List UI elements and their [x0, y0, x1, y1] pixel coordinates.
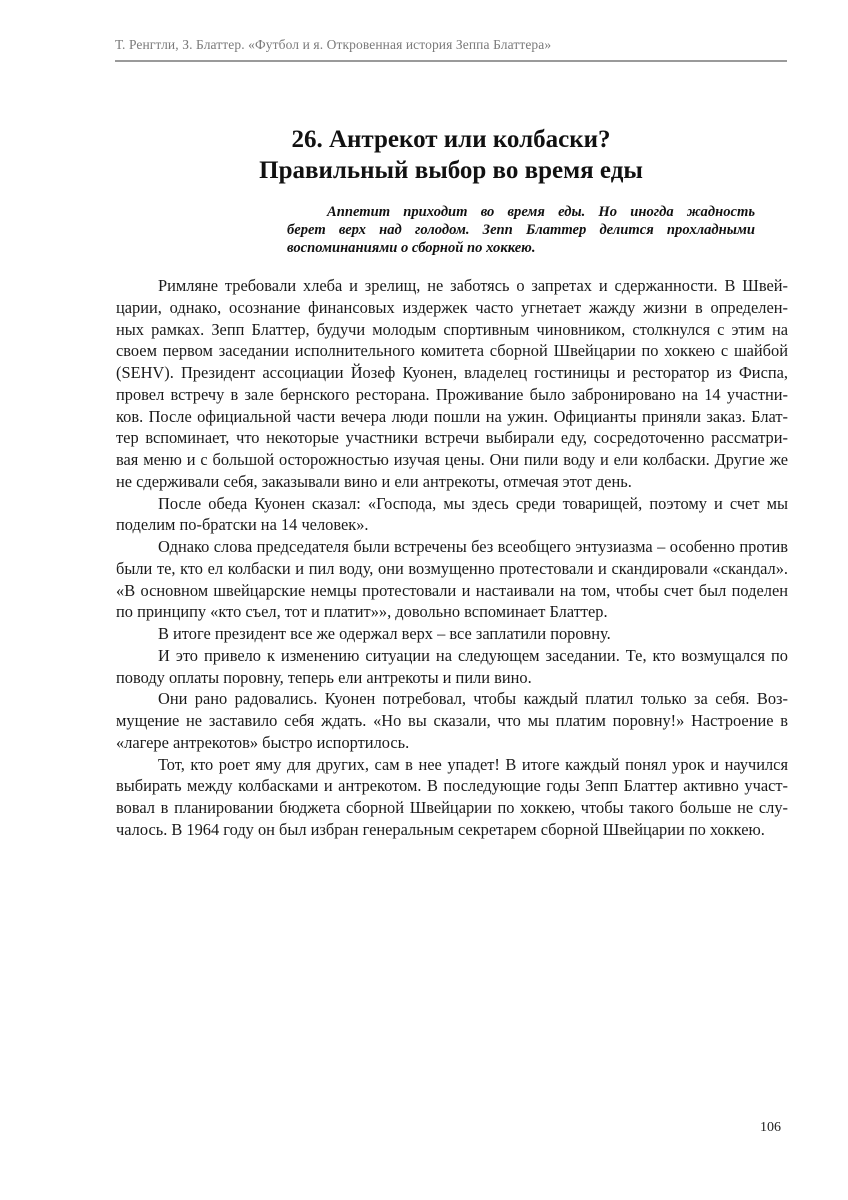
paragraph-line: провел встречу в зале бернского ресторана. Проживание было забронировано на 14 участни-: [116, 384, 788, 404]
paragraph-line: поделим по-братски на 14 человек».: [116, 515, 369, 535]
epigraph-line: Аппетит приходит во время еды. Но иногда жадность: [327, 204, 755, 220]
paragraph-line: мущение не заставило себя ждать. «Но вы сказали, что мы платим поровну!» Настроение в: [116, 711, 788, 730]
body-text: [116, 275, 788, 841]
paragraph-line: вовал в планировании бюджета сборной Швейцарии по хоккею, чтобы такого больше не слу-: [116, 798, 788, 817]
paragraph-line: Тот, кто роет яму для других, сам в нее упадет! В итоге каждый понял урок и научился: [158, 754, 788, 774]
paragraph-line: И это привело к изменению ситуации на следующем заседании. Те, кто возмущался по: [158, 645, 788, 665]
paragraph-line: (SEHV). Президент ассоциации Йозеф Куонен, владелец гостиницы и ресторатор из Фиспа,: [116, 363, 788, 382]
paragraph-line: были те, кто ел колбаски и пил воду, они возмущенно протестовали и скандировали «скандал».: [116, 558, 788, 578]
paragraph-line: по принципу «кто съел, тот и платит»», довольно вспоминает Блаттер.: [116, 602, 608, 622]
paragraph-line: «В основном швейцарские немцы протестовали и настаивали на том, чтобы счет был поделен: [116, 580, 788, 600]
paragraph-line: выбирать между колбасками и антрекотом. В последующие годы Зепп Блаттер активно участ-: [116, 776, 788, 796]
paragraph-line: ных рамках. Зепп Блаттер, будучи молодым спортивным чиновником, столкнулся с этим на: [116, 319, 788, 339]
paragraph-line: царии, однако, осознание финансовых издержек часто угнетает жажду жизни в определен-: [116, 297, 788, 317]
paragraph-line: Они рано радовались. Куонен потребовал, чтобы каждый платил только за себя. Воз-: [158, 689, 788, 709]
epigraph: [287, 203, 755, 257]
paragraph-line: Римляне требовали хлеба и зрелищ, не заботясь о запретах и сдержанности. В Швей-: [158, 276, 788, 295]
paragraph-line: чалось. В 1964 году он был избран генеральным секретарем сборной Швейцарии по хоккею.: [116, 819, 765, 839]
paragraph-line: поводу оплаты поровну, теперь ели антрекоты и пили вино.: [116, 667, 532, 687]
paragraph-line: вая меню и с большой осторожностью изучая цены. Они пили воду и ели колбаски. Другие же: [116, 450, 788, 469]
paragraph-line: В итоге президент все же одержал верх – все заплатили поровну.: [158, 624, 611, 643]
running-header: Т. Ренгтли, З. Блаттер. «Футбол и я. Откровенная история Зеппа Блаттера»: [115, 37, 552, 52]
chapter-title: [115, 124, 787, 186]
paragraph-line: тер вспоминает, что некоторые участники встречи выбирали еду, сосредоточенно рассматри-: [116, 428, 788, 448]
paragraph-line: своем первом заседании исполнительного комитета сборной Швейцарии по хоккею с шайбой: [116, 341, 788, 361]
chapter-title-line-1: 26. Антрекот или колбаски?: [291, 126, 611, 153]
chapter-title-line-2: Правильный выбор во время еды: [259, 157, 643, 184]
header-divider: [115, 60, 787, 62]
paragraph-line: не сдерживали себя, заказывали вино и ели антрекоты, отмечая этот день.: [116, 471, 632, 491]
paragraph-line: ков. После официальной части вечера люди пошли на ужин. Официанты приняли заказ. Блат-: [116, 406, 788, 426]
epigraph-line: воспоминаниями о сборной по хоккею.: [287, 240, 536, 256]
epigraph-line: берет верх над голодом. Зепп Блаттер делится прохладными: [287, 222, 755, 238]
page-number: 106: [760, 1120, 781, 1135]
paragraph-line: «лагере антрекотов» быстро испортилось.: [116, 732, 410, 752]
paragraph-line: После обеда Куонен сказал: «Господа, мы здесь среди товарищей, поэтому и счет мы: [158, 493, 788, 513]
paragraph-line: Однако слова председателя были встречены без всеобщего энтузиазма – особенно против: [158, 537, 788, 556]
